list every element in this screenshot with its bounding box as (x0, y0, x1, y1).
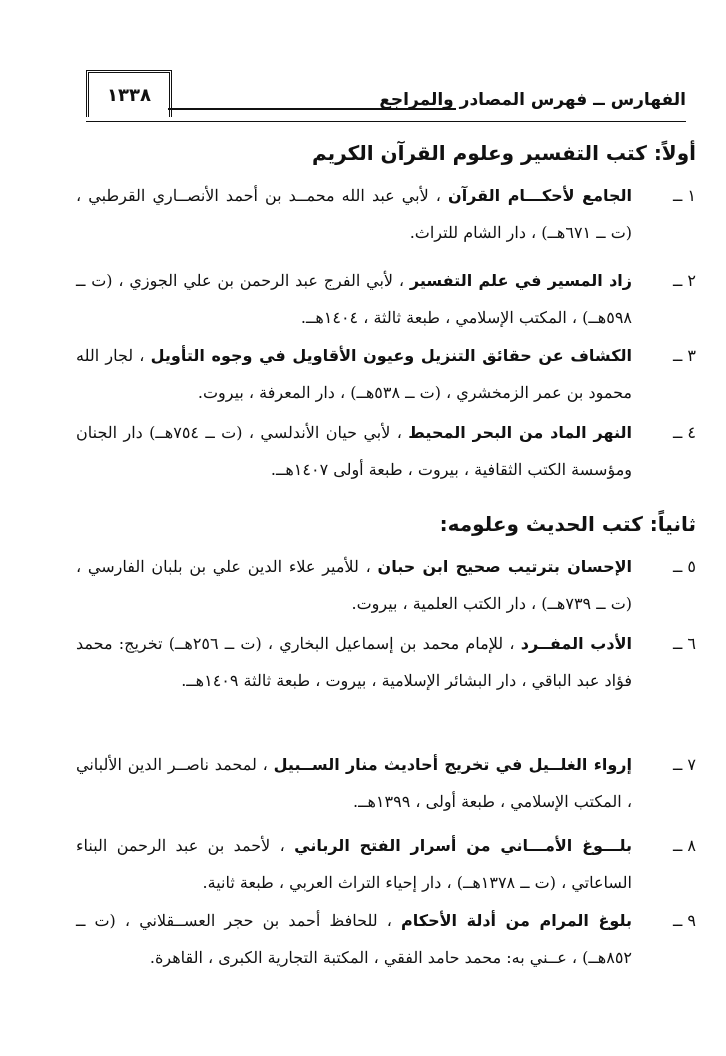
entry-body (76, 902, 632, 976)
entry-title: الأدب المفــرد (520, 634, 632, 653)
bibliography-entry (76, 177, 696, 251)
entry-details: ، للحافظ أحمد بن حجر العســقلاني ، (ت ــ ٨٥٢هــ) ، عــني به: محمد حامد الفقي ، المكتبة التجارية الكبرى ، القاهرة. (76, 911, 632, 967)
entry-number: ٥ ــ (672, 557, 696, 576)
entry-number: ٣ ــ (672, 346, 696, 365)
entry-title: الإحسان بترتيب صحيح ابن حبان (377, 557, 633, 576)
entry-body (76, 337, 632, 411)
entry-number: ٨ ــ (672, 836, 696, 855)
entry-body (76, 827, 632, 901)
entry-body (76, 177, 632, 251)
bibliography-entry (76, 414, 696, 488)
entry-details: ، لأبي عبد الله محمــد بن أحمد الأنصــاري القرطبي ، (ت ــ ٦٧١هــ) ، دار الشام للتراث. (76, 186, 632, 242)
entry-details: ، للإمام محمد بن إسماعيل البخاري ، (ت ــ ٢٥٦هــ) تخريج: محمد فؤاد عبد الباقي ، دار البشائر الإسلامية ، بيروت ، طبعة ثالثة ١٤٠٩هــ. (76, 634, 632, 690)
entry-number: ٦ ــ (672, 634, 696, 653)
entry-title: الجامع لأحكـــام القرآن (448, 186, 633, 205)
page-header (86, 70, 686, 122)
bibliography-entry (76, 625, 696, 699)
bibliography-entry (76, 262, 696, 336)
bibliography-entry (76, 548, 696, 622)
entry-details: ، لأبي الفرج عبد الرحمن بن علي الجوزي ، (ت ــ ٥٩٨هــ) ، المكتب الإسلامي ، طبعة ثالثة ، ١٤٠٤هــ. (76, 271, 632, 327)
entry-details: ، للأمير علاء الدين علي بن بلبان الفارسي ، (ت ــ ٧٣٩هــ) ، دار الكتب العلمية ، بيروت. (76, 557, 632, 613)
entry-number: ٢ ــ (672, 271, 696, 290)
bibliography-entry (76, 902, 696, 976)
entry-number: ١ ــ (672, 186, 696, 205)
bibliography-entry (76, 827, 696, 901)
section-heading-hadith: ثانياً: كتب الحديث وعلومه: (439, 512, 696, 536)
header-rule (168, 108, 456, 110)
section-heading-tafsir: أولاً: كتب التفسير وعلوم القرآن الكريم (311, 141, 696, 165)
running-title: الفهارس ــ فهرس المصادر والمراجع (379, 90, 686, 110)
entry-title: النهر الماد من البحر المحيط (408, 423, 632, 442)
page-number: ١٣٣٨ (86, 70, 172, 117)
entry-body (76, 414, 632, 488)
entry-number: ٤ ــ (672, 423, 696, 442)
entry-title: الكشاف عن حقائق التنزيل وعيون الأقاويل في وجوه التأويل (150, 346, 633, 365)
bibliography-entry (76, 746, 696, 820)
entry-title: إرواء الغلــيل في تخريج أحاديث منار الســبيل (273, 755, 632, 774)
entry-title: بلـــوغ الأمـــاني من أسرار الفتح الرباني (294, 836, 632, 855)
entry-body (76, 746, 632, 820)
entry-title: زاد المسير في علم التفسير (409, 271, 633, 290)
entry-body (76, 548, 632, 622)
entry-number: ٩ ــ (672, 911, 696, 930)
entry-details: ، لجار الله محمود بن عمر الزمخشري ، (ت ــ ٥٣٨هــ) ، دار المعرفة ، بيروت. (76, 346, 632, 402)
entry-details: ، لأحمد بن عبد الرحمن البناء الساعاتي ، (ت ــ ١٣٧٨هــ) ، دار إحياء التراث العربي ، طبعة ثانية. (76, 836, 632, 892)
entry-body (76, 262, 632, 336)
entry-number: ٧ ــ (672, 755, 696, 774)
entry-details: ، لأبي حيان الأندلسي ، (ت ــ ٧٥٤هــ) دار الجنان ومؤسسة الكتب الثقافية ، بيروت ، طبعة أولى ١٤٠٧هــ. (76, 423, 632, 479)
header-underline (86, 121, 686, 122)
entry-body (76, 625, 632, 699)
entry-details: ، لمحمد ناصــر الدين الألباني ، المكتب الإسلامي ، طبعة أولى ، ١٣٩٩هــ. (76, 755, 632, 811)
entry-title: بلوغ المرام من أدلة الأحكام (401, 911, 633, 930)
bibliography-entry (76, 337, 696, 411)
